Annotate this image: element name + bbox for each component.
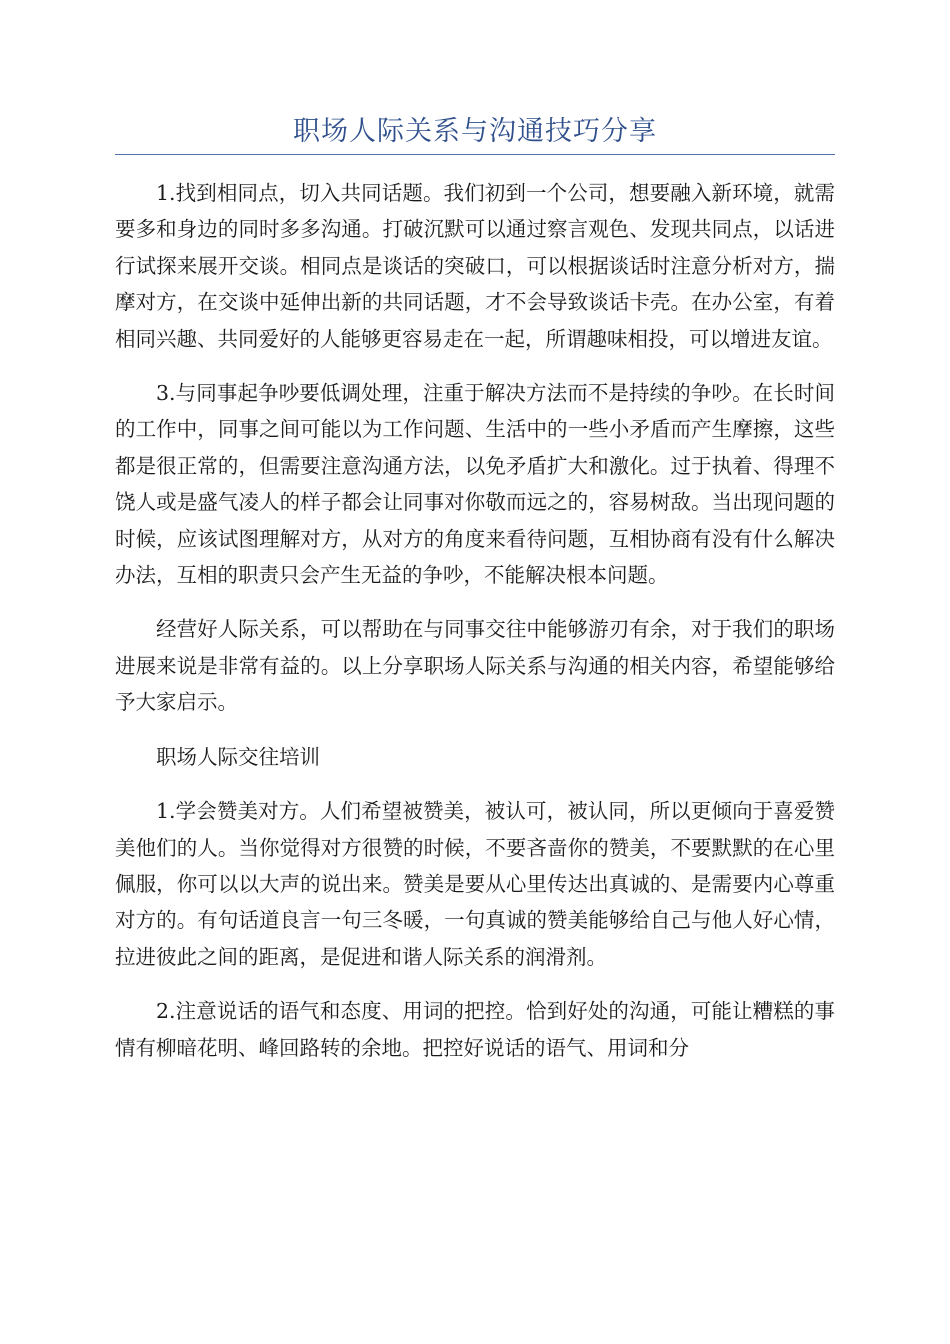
paragraph-tone-and-wording: 2.注意说话的语气和态度、用词的把控。恰到好处的沟通，可能让糟糕的事情有柳暗花明、峰回路转的余地。把控好说话的语气、用词和分 xyxy=(115,999,835,1060)
paragraph-conclusion: 经营好人际关系，可以帮助在与同事交往中能够游刃有余，对于我们的职场进展来说是非常有益的。以上分享职场人际关系与沟通的相关内容，希望能够给予大家启示。 xyxy=(115,617,835,715)
document-body xyxy=(115,175,835,1084)
paragraph-find-common-ground: 1.找到相同点，切入共同话题。我们初到一个公司，想要融入新环境，就需要多和身边的同时多多沟通。打破沉默可以通过察言观色、发现共同点，以话进行试探来展开交谈。相同点是谈话的突破口，可以根据谈话时注意分析对方，揣摩对方，在交谈中延伸出新的共同话题，才不会导致谈话卡壳。在办公室，有着相同兴趣、共同爱好的人能够更容易走在一起，所谓趣味相投，可以增进友谊。 xyxy=(115,181,835,351)
document-title: 职场人际关系与沟通技巧分享 xyxy=(293,116,657,147)
paragraph-praise-others: 1.学会赞美对方。人们希望被赞美，被认可，被认同，所以更倾向于喜爱赞美他们的人。当你觉得对方很赞的时候，不要吝啬你的赞美，不要默默的在心里佩服，你可以以大声的说出来。赞美是要从心里传达出真诚的、是需要内心尊重对方的。有句话道良言一句三冬暖，一句真诚的赞美能够给自己与他人好心情，拉进彼此之间的距离，是促进和谐人际关系的润滑剂。 xyxy=(115,799,835,969)
section-heading-training: 职场人际交往培训 xyxy=(156,744,320,769)
title-underline xyxy=(115,154,835,155)
paragraph-handle-disputes: 3.与同事起争吵要低调处理，注重于解决方法而不是持续的争吵。在长时间的工作中，同事之间可能以为工作问题、生活中的一些小矛盾而产生摩擦，这些都是很正常的，但需要注意沟通方法，以免矛盾扩大和激化。过于执着、得理不饶人或是盛气凌人的样子都会让同事对你敬而远之的，容易树敌。当出现问题的时候，应该试图理解对方，从对方的角度来看待问题，互相协商有没有什么解决办法，互相的职责只会产生无益的争吵，不能解决根本问题。 xyxy=(115,381,835,588)
